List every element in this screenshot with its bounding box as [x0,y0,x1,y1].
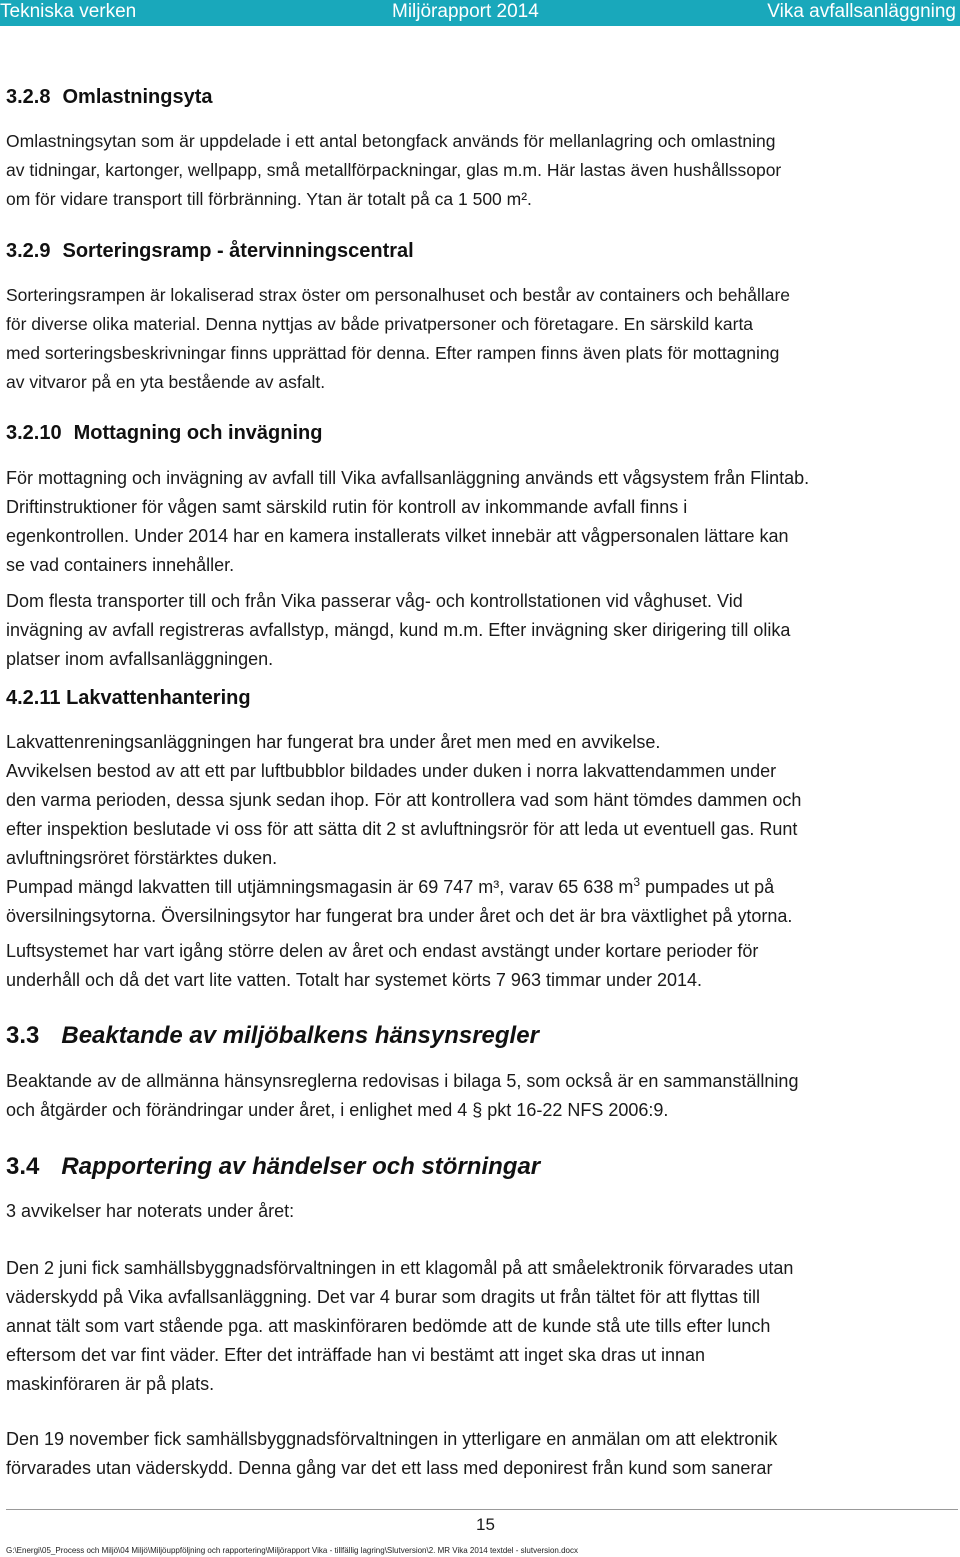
footer-divider [6,1509,958,1510]
paragraph-sorteringsramp: Sorteringsrampen är lokaliserad strax öster om personalhuset och består av containers och behållare för diverse olika material. Denna nyttjas av både privatpersoner och företagare. En särskild karta med sorteringsbeskrivningar finns upprättad för denna. Efter rampen finns även plats för mottagning av vitvaror på en yta bestående av asfalt. [6,285,791,392]
paragraph-avvikelse-november: Den 19 november fick samhällsbyggnadsförvaltningen in ytterligare en anmälan om att elektronik förvarades utan väderskydd. Denna gång var det ett lass med deponirest från kund som sanerar [6,1429,778,1478]
heading-4-2-11: 4.2.11 Lakvattenhantering [6,687,251,709]
heading-3-3: 3.3 Beaktande av miljöbalkens hänsynsregler [6,1022,539,1049]
paragraph-lakvatten-luftsystem: Luftsystemet har vart igång större delen av året och endast avstängt under kortare perioder för underhåll och då det vart lite vatten. Totalt har systemet körts 7 963 timmar under 2014. [6,941,759,990]
paragraph-mottagning-2: Dom flesta transporter till och från Vika passerar våg- och kontrollstationen vid våghuset. Vid invägning av avfall registreras avfallstyp, mängd, kund m.m. Efter invägning sker dirigering till olika platser inom avfallsanläggningen. [6,591,791,669]
paragraph-avvikelse-juni: Den 2 juni fick samhällsbyggnadsförvaltningen in ett klagomål på att småelektronik förvarades utan väderskydd på Vika avfallsanläggning. Det var 4 burar som dragits ut från tältet för att flyttas till annat tält som vart stående pga. att maskinföraren bedömde att de kunde stå ute tills efter lunch eftersom det var fint väder. Efter det inträffade han vi bestämt att inget ska dras ut innan maskinföraren är på plats. [6,1258,794,1394]
header-report-title: Miljörapport 2014 [392,1,539,22]
footer-file-path: G:\Energi\05_Process och Miljö\04 Miljö\Miljöuppföljning och rapportering\Miljörapport Vika - tillfällig lagring\Slutversion\2. MR Vika 2014 textdel - slutversion.docx [6,1546,578,1555]
paragraph-avvikelser-intro: 3 avvikelser har noterats under året: [6,1201,295,1221]
heading-3-2-8: 3.2.8 Omlastningsyta [6,86,213,108]
heading-3-4: 3.4 Rapportering av händelser och störningar [6,1153,541,1180]
paragraph-omlastningsyta: Omlastningsytan som är uppdelade i ett antal betongfack används för mellanlagring och omlastning av tidningar, kartonger, wellpapp, små metallförpackningar, glas m.m. Här lastas även hushållssopor om för vidare transport till förbränning. Ytan är totalt på ca 1 500 m². [6,131,782,209]
heading-3-2-10: 3.2.10 Mottagning och invägning [6,422,323,444]
pump-sentence: Pumpad mängd lakvatten till utjämningsmagasin är 69 747 m³, varav 65 638 $m^3$ pumpades ut på [6,875,775,897]
heading-3-2-9: 3.2.9 Sorteringsramp - återvinningscentral [6,240,414,262]
header-company: Tekniska verken [0,1,137,22]
paragraph-lakvatten-1: Lakvattenreningsanläggningen har fungerat bra under året men med en avvikelse. Avvikelsen bestod av att ett par luftbubblor bildades under duken i norra lakvattendammen under den varma perioden, dessa sjunk sedan ihop. För att kontrollera vad som hänt tömdes dammen och efter inspektion beslutade vi oss för att sätta dit 2 st avluftningsrör för att leda ut eventuell gas. Runt avluftningsröret förstärktes duken. Pumpad mängd lakvatten till utjämningsmagasin är 69 747 m³, varav 65 638 $m^3$ pumpades ut på översilningsytorna. Översilningsytor har fungerat bra under året och det är bra växtlighet på ytorna. [6,728,958,931]
page-number: 15 [476,1515,495,1534]
page-header [0,0,960,26]
paragraph-mottagning-1: För mottagning och invägning av avfall till Vika avfallsanläggning används ett vågsystem från Flintab. Driftinstruktioner för vågen samt särskild rutin för kontroll av inkommande avfall finns i egenkontrollen. Under 2014 har en kamera installerats vilket innebär att vågpersonalen lättare kan se vad containers innehåller. [6,468,810,575]
paragraph-hansynsregler: Beaktande av de allmänna hänsynsreglerna redovisas i bilaga 5, som också är en sammanställning och åtgärder och förändringar under året, i enlighet med 4 § pkt 16-22 NFS 2006:9. [6,1071,799,1120]
header-site-name: Vika avfallsanläggning [767,1,956,22]
